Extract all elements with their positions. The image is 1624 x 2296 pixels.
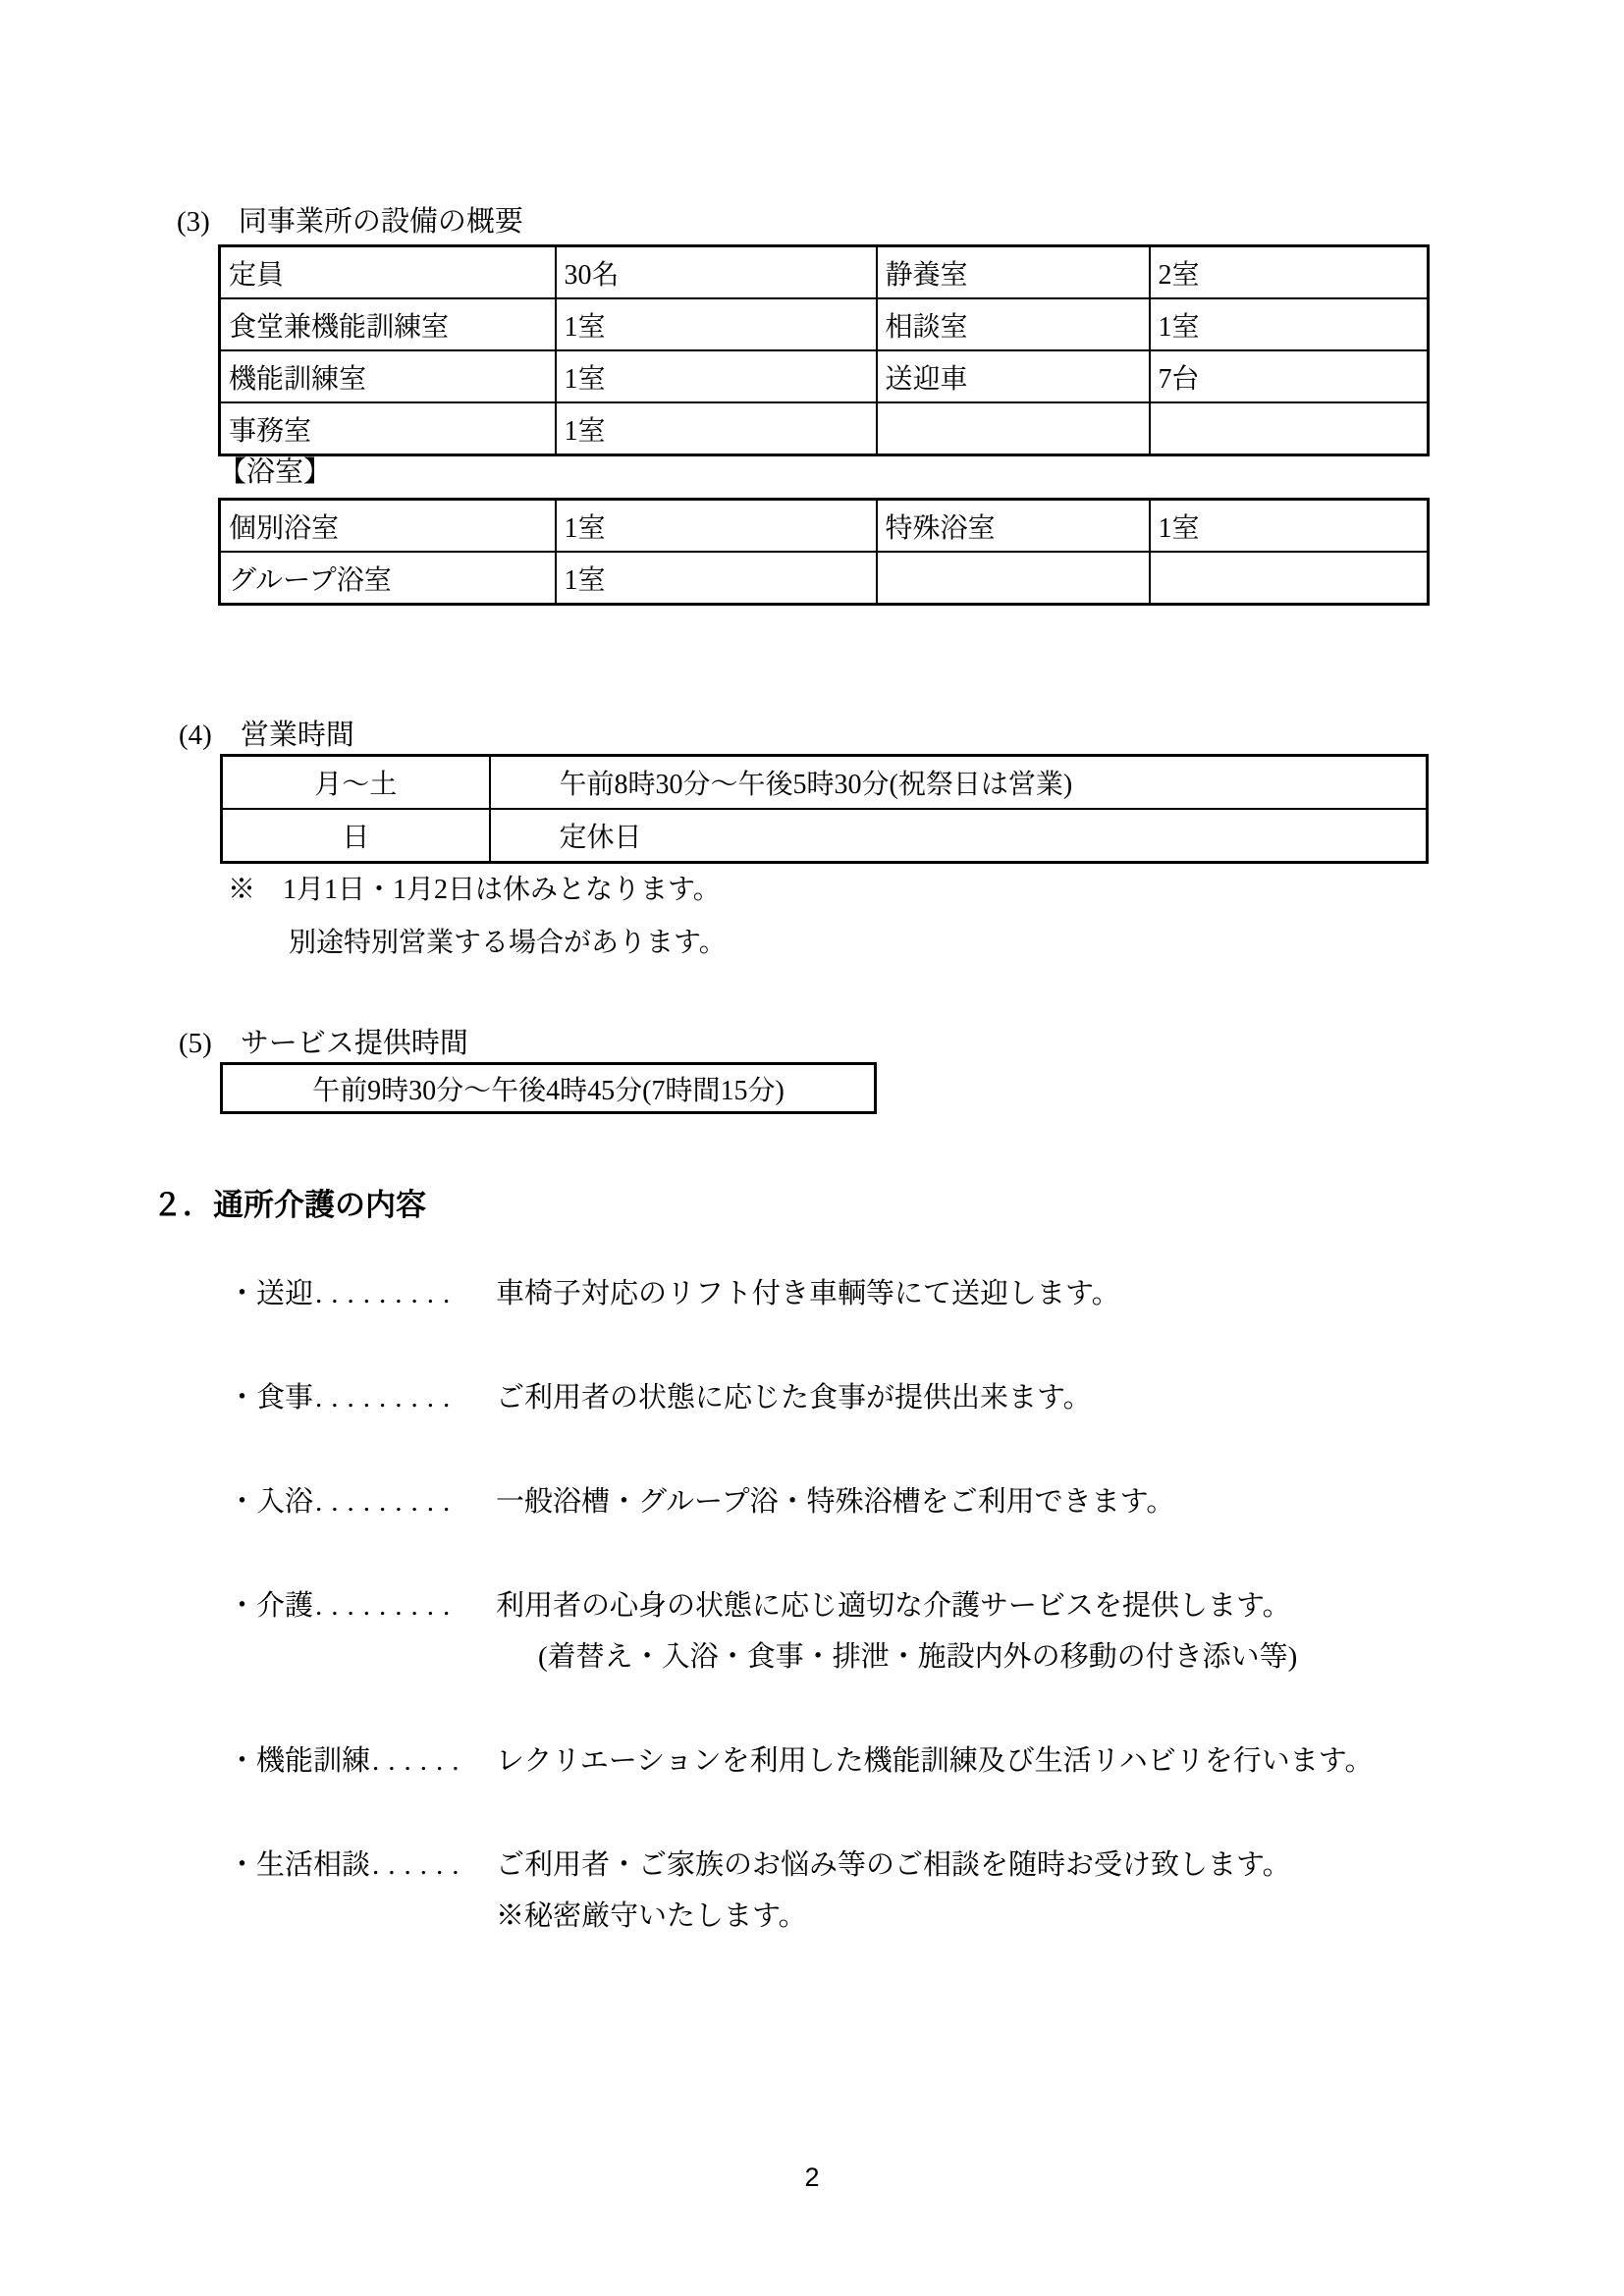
service-label: [228, 1840, 496, 1942]
table-cell: 食堂兼機能訓練室: [220, 298, 556, 350]
business-hours-table: [220, 754, 1429, 864]
dot-leader: ......: [372, 1745, 468, 1777]
service-description: 一般浴槽・グループ浴・特殊浴槽をご利用できます。: [496, 1486, 1175, 1518]
table-row: [222, 756, 1428, 810]
service-item: [228, 1268, 1504, 1319]
table-cell: 7台: [1150, 350, 1429, 402]
table-cell: 30名: [556, 246, 877, 299]
section-3-heading: (3) 同事業所の設備の概要: [177, 206, 523, 238]
service-name: ・介護: [228, 1590, 314, 1622]
table-row: [220, 350, 1429, 402]
table-row: [220, 298, 1429, 350]
table-cell: 1室: [556, 552, 877, 605]
table-row: [220, 552, 1429, 605]
service-label: [228, 1372, 496, 1423]
table-cell: 特殊浴室: [877, 500, 1150, 553]
section-4-heading: (4) 営業時間: [179, 720, 354, 751]
table-cell: 1室: [556, 402, 877, 455]
table-row: [220, 246, 1429, 299]
service-label: [228, 1580, 496, 1682]
care-service-list: [228, 1268, 1504, 1995]
table-cell: 定員: [220, 246, 556, 299]
table-cell: 機能訓練室: [220, 350, 556, 402]
service-description: ご利用者の状態に応じた食事が提供出来ます。: [496, 1382, 1092, 1414]
service-description: ご利用者・ご家族のお悩み等のご相談を随時お受け致します。: [496, 1849, 1291, 1881]
table-cell: 事務室: [220, 402, 556, 455]
table-cell: 個別浴室: [220, 500, 556, 553]
service-label: [228, 1476, 496, 1527]
table-cell: [877, 552, 1150, 605]
dot-leader: .........: [315, 1382, 460, 1414]
service-note: ※秘密厳守いたします。: [496, 1900, 807, 1932]
service-item: [228, 1372, 1504, 1423]
service-hours-value: 午前9時30分～午後4時45分(7時間15分): [312, 1075, 785, 1106]
table-cell: 定休日: [490, 809, 1428, 863]
table-cell: 送迎車: [877, 350, 1150, 402]
dot-leader: .........: [315, 1590, 460, 1622]
service-description: レクリエーションを利用した機能訓練及び生活リハビリを行います。: [496, 1745, 1374, 1777]
service-item: [228, 1476, 1504, 1527]
table-row: [220, 402, 1429, 455]
table-cell: グループ浴室: [220, 552, 556, 605]
section-2-heading: ２．通所介護の内容: [152, 1188, 426, 1222]
table-cell: 相談室: [877, 298, 1150, 350]
service-name: ・食事: [228, 1382, 314, 1414]
equipment-table: [218, 244, 1430, 456]
service-name: ・機能訓練: [228, 1745, 371, 1777]
table-cell: 1室: [556, 350, 877, 402]
service-note: (着替え・入浴・食事・排泄・施設内外の移動の付き添い等): [538, 1641, 1298, 1673]
service-description: 利用者の心身の状態に応じ適切な介護サービスを提供します。: [496, 1590, 1291, 1622]
table-cell: [1150, 402, 1429, 455]
table-cell: 日: [222, 809, 490, 863]
table-cell: 1室: [556, 298, 877, 350]
dot-leader: .........: [315, 1486, 460, 1518]
holiday-note: ※ 1月1日・1月2日は休みとなります。: [228, 875, 721, 905]
service-description: 車椅子対応のリフト付き車輌等にて送迎します。: [496, 1278, 1120, 1309]
page-number: 2: [804, 2163, 820, 2192]
table-row: [220, 500, 1429, 553]
table-cell: [877, 402, 1150, 455]
dot-leader: ......: [372, 1849, 468, 1881]
service-name: ・送迎: [228, 1278, 314, 1309]
service-label: [228, 1268, 496, 1319]
service-name: ・生活相談: [228, 1849, 371, 1881]
special-business-note: 別途特別営業する場合があります。: [289, 928, 727, 958]
table-row: [222, 809, 1428, 863]
table-cell: 2室: [1150, 246, 1429, 299]
table-cell: 午前8時30分～午後5時30分(祝祭日は営業): [490, 756, 1428, 810]
bathroom-section-label: 【浴室】: [218, 456, 333, 488]
table-cell: [1150, 552, 1429, 605]
service-label: [228, 1735, 496, 1787]
table-cell: 1室: [1150, 500, 1429, 553]
table-cell: 月～土: [222, 756, 490, 810]
table-cell: 静養室: [877, 246, 1150, 299]
bathroom-table: [218, 498, 1430, 606]
table-cell: 1室: [556, 500, 877, 553]
dot-leader: .........: [315, 1278, 460, 1309]
service-item: [228, 1580, 1504, 1682]
service-item: [228, 1735, 1504, 1787]
table-cell: 1室: [1150, 298, 1429, 350]
service-name: ・入浴: [228, 1486, 314, 1518]
service-hours-box: [220, 1062, 877, 1114]
service-item: [228, 1840, 1504, 1942]
section-5-heading: (5) サービス提供時間: [179, 1028, 468, 1059]
